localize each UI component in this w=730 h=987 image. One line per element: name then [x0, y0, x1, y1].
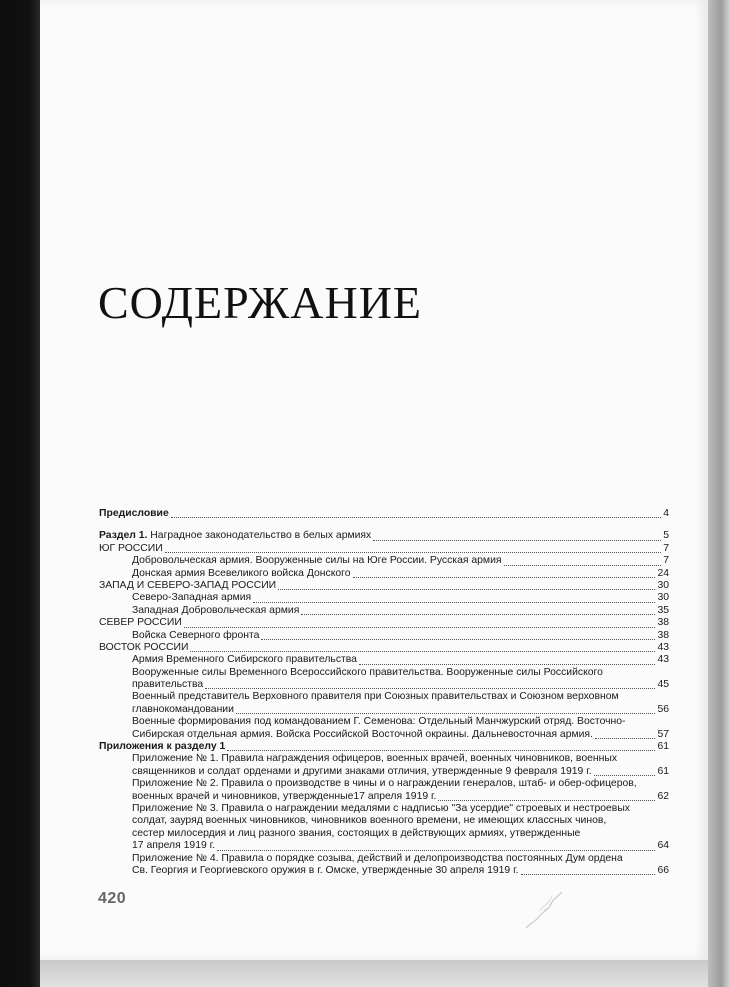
- toc-entry-appendix-2[interactable]: Приложение № 2. Правила о производстве в чины и о награждении генералов, штаб- и обер-офицеров, военных врачей и чиновников, утвержденные17 апреля 1919 г. 62: [132, 778, 669, 802]
- scan-edge-right: [708, 0, 730, 987]
- toc-entry-east-1[interactable]: Армия Временного Сибирского правительства 43: [132, 654, 669, 666]
- pencil-mark-icon: [522, 888, 570, 930]
- toc-entry-south[interactable]: ЮГ РОССИИ 7: [99, 542, 669, 554]
- scan-edge-bottom: [40, 960, 708, 987]
- toc-entry-west-1[interactable]: Северо-Западная армия 30: [132, 592, 669, 604]
- page-title: СОДЕРЖАНИЕ: [98, 277, 423, 328]
- toc-entry-appendix-3[interactable]: Приложение № 3. Правила о награждении медалями с надписью "За усердие" строевых и нестроевых солдат, зауряд военных чиновников, чиновников военного времени, не имеющих классных чинов, сестер милосердия и лиц разного звания, состоящих в действующих армиях, утвержденные 17 апреля 1919 г. 64: [132, 802, 669, 852]
- toc-entry-west[interactable]: ЗАПАД И СЕВЕРО-ЗАПАД РОССИИ 30: [99, 579, 669, 591]
- section-label: Наградное законодательство в белых армиях: [147, 530, 372, 542]
- toc-entry-east-3[interactable]: Военный представитель Верховного правителя при Союзных правительствах и Союзном верховном главнокомандовании 56: [132, 691, 669, 715]
- toc-entry-west-2[interactable]: Западная Добровольческая армия 35: [132, 604, 669, 616]
- toc-entry-east-2[interactable]: Вооруженные силы Временного Всероссийского правительства. Вооруженные силы Российского правительства 45: [132, 666, 669, 691]
- toc-entry-east[interactable]: ВОСТОК РОССИИ 43: [99, 641, 669, 653]
- toc-entry-north-1[interactable]: Войска Северного фронта 38: [132, 629, 669, 641]
- toc-entry-appendix-1[interactable]: Приложение № 1. Правила награждения офицеров, военных врачей, военных чиновников, военных священников и солдат орденами и другими знаками отличия, утвержденные 9 февраля 1919 г. 61: [132, 753, 669, 777]
- toc-entry-north[interactable]: СЕВЕР РОССИИ 38: [99, 617, 669, 629]
- page-number: 420: [98, 890, 127, 907]
- toc-entry-appendix-4[interactable]: Приложение № 4. Правила о порядке созыва, действий и делопроизводства постоянных Дум ордена Св. Георгия и Георгиевского оружия в г. Омске, утвержденные 30 апреля 1919 г. 66: [132, 852, 669, 876]
- section-prefix: Раздел 1.: [99, 530, 148, 542]
- toc-entry-east-4[interactable]: Военные формирования под командованием Г. Семенова: Отдельный Манчжурский отряд. Восточно- Сибирская отдельная армия. Войска Российской Восточной окраины. Дальневосточная армия. 57: [132, 716, 669, 740]
- toc-entry-section-1[interactable]: Раздел 1. Наградное законодательство в белых армиях 5: [99, 530, 669, 542]
- toc-entry-south-2[interactable]: Донская армия Всевеликого войска Донского 24: [132, 567, 669, 579]
- toc-entry-appendices[interactable]: Приложения к разделу 1 61: [99, 741, 669, 753]
- scan-edge-left: [0, 0, 40, 987]
- toc-entry-preface[interactable]: Предисловие 4: [99, 507, 669, 519]
- table-of-contents: [99, 508, 669, 877]
- toc-entry-south-1[interactable]: Добровольческая армия. Вооруженные силы на Юге России. Русская армия 7: [132, 555, 669, 567]
